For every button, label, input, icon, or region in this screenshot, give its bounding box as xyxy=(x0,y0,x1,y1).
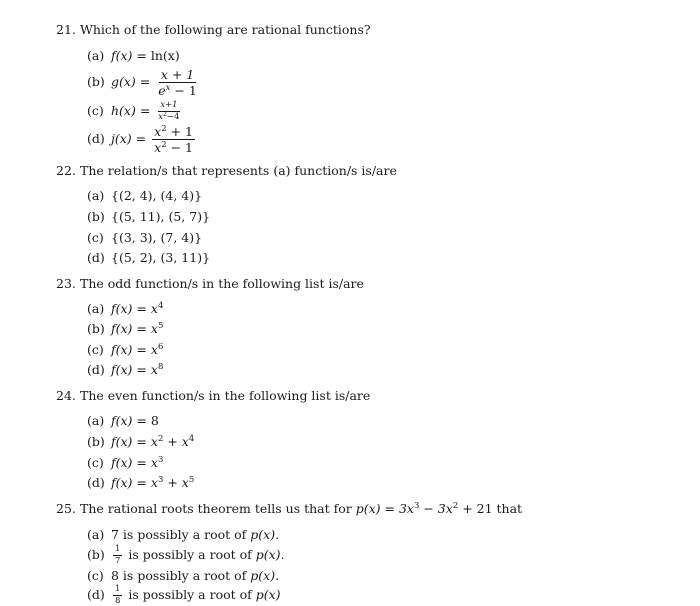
option-22b: (b) {(5, 11), (5, 7)} xyxy=(87,209,211,224)
option-25d: (d) $\frac{1}{8}$ is possibly a root of p(x) xyxy=(87,584,281,606)
option-21c: (c) h(x) = $\frac{x+1}{x^2-4}$ xyxy=(87,100,180,122)
option-23b: (b) $f(x) = x^5$ xyxy=(87,321,164,336)
option-25b: (b) $\frac{1}{7}$ is possibly a root of p(x). xyxy=(87,544,285,566)
option-23d: (d) $f(x) = x^8$ xyxy=(87,362,164,377)
option-21a: (a) f(x) = ln(x) xyxy=(87,48,180,63)
option-24c: (c) $f(x) = x^3$ xyxy=(87,455,164,470)
option-22a: (a) {(2, 4), (4, 4)} xyxy=(87,188,203,203)
question-stem: Which of the following are rational functions? xyxy=(80,22,371,37)
fraction: $\frac{x^2 + 1}{x^2 - 1}$ xyxy=(154,124,193,156)
question-stem: The relation/s that represents (a) function/s is/are xyxy=(80,163,397,178)
question-23 xyxy=(56,276,364,291)
option-21b: (b) g(x) = $\frac{x + 1}{e^x - 1}$ xyxy=(87,67,197,99)
question-22 xyxy=(56,163,397,178)
option-24d: (d) $f(x) = x^3 + x^5$ xyxy=(87,475,195,490)
question-number: 23. xyxy=(56,276,76,291)
question-number: 21. xyxy=(56,22,76,37)
question-21 xyxy=(56,22,371,37)
question-25: 25. The rational roots theorem tells us that for $p(x) = 3x^3 - 3x^2 + 21$ that xyxy=(56,501,523,516)
option-25a: (a) 7 is possibly a root of p(x). xyxy=(87,527,280,542)
question-number: 25. xyxy=(56,501,76,516)
question-stem: The even function/s in the following list is/are xyxy=(80,388,371,403)
option-24b: (b) $f(x) = x^2 + x^4$ xyxy=(87,434,195,449)
option-23a: (a) $f(x) = x^4$ xyxy=(87,301,164,316)
option-23c: (c) $f(x) = x^6$ xyxy=(87,342,164,357)
question-24 xyxy=(56,388,370,403)
option-22d: (d) {(5, 2), (3, 11)} xyxy=(87,250,211,265)
question-stem: The odd function/s in the following list is/are xyxy=(80,276,364,291)
option-25c: (c) 8 is possibly a root of p(x). xyxy=(87,568,280,583)
fraction: $\frac{x+1}{x^2-4}$ xyxy=(158,100,180,122)
option-22c: (c) {(3, 3), (7, 4)} xyxy=(87,230,203,245)
question-number: 24. xyxy=(56,388,76,403)
fraction: $\frac{1}{8}$ xyxy=(115,584,121,606)
option-21d: (d) j(x) = $\frac{x^2 + 1}{x^2 - 1}$ xyxy=(87,124,193,156)
fraction: $\frac{x + 1}{e^x - 1}$ xyxy=(158,67,197,99)
fraction: $\frac{1}{7}$ xyxy=(115,544,121,566)
question-number: 22. xyxy=(56,163,76,178)
option-24a: (a) f(x) = 8 xyxy=(87,413,159,428)
question-stem: The rational roots theorem tells us that for xyxy=(80,501,356,516)
